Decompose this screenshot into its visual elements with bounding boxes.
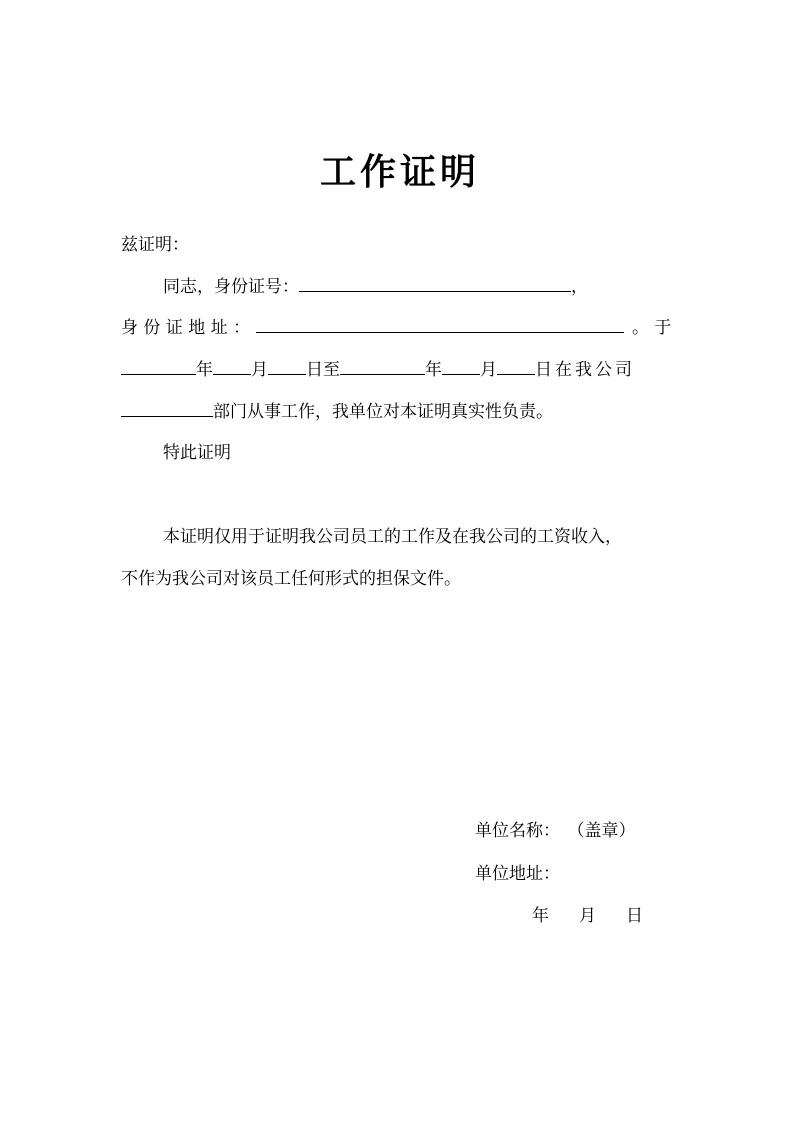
end-year-label: 年 xyxy=(425,360,442,380)
greeting: 兹证明： xyxy=(121,235,189,255)
department-field[interactable] xyxy=(121,398,213,417)
date-year-label: 年 xyxy=(532,906,549,926)
note-line-1: 本证明仅用于证明我公司员工的工作及在我公司的工资收入， xyxy=(163,527,622,547)
seal-label: （盖章） xyxy=(576,821,636,841)
id-number-field[interactable] xyxy=(299,273,571,292)
special-statement: 特此证明 xyxy=(163,443,231,463)
start-year-label: 年 xyxy=(196,360,213,380)
end-day-field[interactable] xyxy=(497,356,535,375)
id-number-line xyxy=(163,273,588,300)
unit-name-row xyxy=(475,818,636,844)
page-title: 工作证明 xyxy=(319,151,480,193)
date-row xyxy=(532,903,643,929)
id-address-label: 身 份 证 地 址 ： xyxy=(121,318,251,338)
employment-period-line xyxy=(121,356,635,383)
unit-address-label: 单位地址： xyxy=(475,864,560,884)
department-suffix: 部门从事工作，我单位对本证明真实性负责。 xyxy=(213,402,553,422)
id-address-field[interactable] xyxy=(256,314,624,333)
date-month-label: 月 xyxy=(579,906,596,926)
department-line xyxy=(121,398,553,425)
start-month-field[interactable] xyxy=(213,356,251,375)
end-month-field[interactable] xyxy=(442,356,480,375)
id-number-label: 同志，身份证号： xyxy=(163,277,299,297)
date-day-label: 日 xyxy=(626,906,643,926)
start-day-label: 日至 xyxy=(306,360,340,380)
start-day-field[interactable] xyxy=(268,356,306,375)
id-address-line xyxy=(121,314,671,341)
unit-name-label: 单位名称： xyxy=(475,821,560,841)
id-number-suffix: ， xyxy=(571,277,588,297)
id-address-suffix: 。 于 xyxy=(632,318,672,338)
end-day-label: 日在我公司 xyxy=(535,360,635,380)
start-month-label: 月 xyxy=(251,360,268,380)
start-year-field[interactable] xyxy=(121,356,196,375)
note-line-2: 不作为我公司对该员工任何形式的担保文件。 xyxy=(121,569,461,589)
end-year-field[interactable] xyxy=(340,356,425,375)
end-month-label: 月 xyxy=(480,360,497,380)
